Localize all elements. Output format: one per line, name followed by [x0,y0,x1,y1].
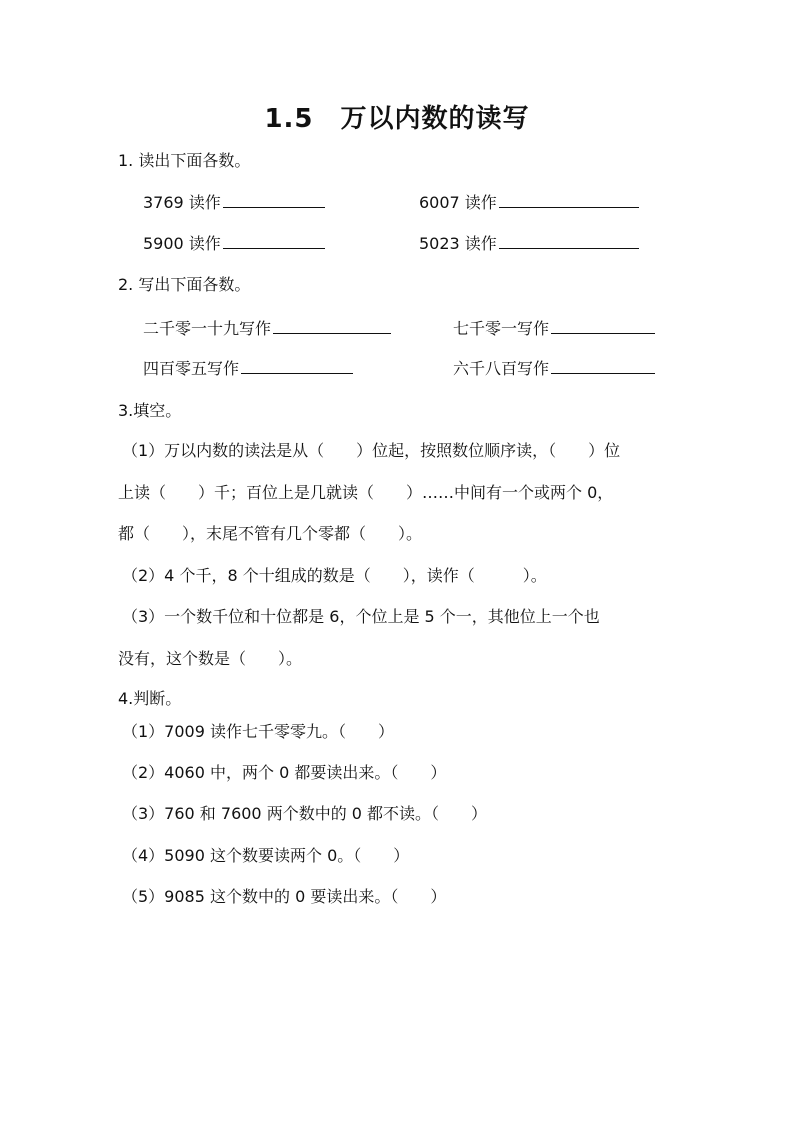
q1-item [143,232,325,255]
answer-blank[interactable] [223,232,325,249]
q3-line: （1）万以内数的读法是从（ ）位起，按照数位顺序读，（ ）位 [122,441,621,460]
q2-item-label: 二千零一十九写作 [143,319,272,338]
q2-item [143,357,353,380]
q2-item [143,317,391,340]
answer-blank[interactable] [273,317,391,334]
answer-blank[interactable] [551,317,655,334]
answer-blank[interactable] [499,232,639,249]
q1-item [143,191,325,214]
q2-heading: 2. 写出下面各数。 [118,275,251,294]
q3-line: （3）一个数千位和十位都是 6，个位上是 5 个一，其他位上一个也 [122,607,600,626]
q4-item: （4）5090 这个数要读两个 0。（ ） [122,846,410,865]
q3-line: （2）4 个千，8 个十组成的数是（ ），读作（ ）。 [122,566,547,585]
q3-heading: 3.填空。 [118,401,182,420]
q1-item [419,191,639,214]
q1-item-label: 5900 读作 [143,234,221,253]
answer-blank[interactable] [241,357,353,374]
q3-line: 没有，这个数是（ ）。 [118,649,303,668]
answer-blank[interactable] [223,191,325,208]
q3-line: 都（ ），末尾不管有几个零都（ ）。 [118,524,423,543]
q2-item [453,357,655,380]
q2-item [453,317,655,340]
q4-heading: 4.判断。 [118,689,182,708]
q1-item [419,232,639,255]
q4-item: （3）760 和 7600 两个数中的 0 都不读。（ ） [122,804,488,823]
q1-heading: 1. 读出下面各数。 [118,151,251,170]
answer-blank[interactable] [551,357,655,374]
q4-item: （2）4060 中，两个 0 都要读出来。（ ） [122,763,447,782]
q4-item: （1）7009 读作七千零零九。（ ） [122,722,394,741]
q1-item-label: 6007 读作 [419,193,497,212]
answer-blank[interactable] [499,191,639,208]
q1-item-label: 3769 读作 [143,193,221,212]
q1-item-label: 5023 读作 [419,234,497,253]
q3-line: 上读（ ）千；百位上是几就读（ ）……中间有一个或两个 0， [118,483,614,502]
q2-item-label: 六千八百写作 [453,359,550,378]
page-title: 1.5 万以内数的读写 [264,104,530,134]
q2-item-label: 四百零五写作 [143,359,240,378]
q4-item: （5）9085 这个数中的 0 要读出来。（ ） [122,887,447,906]
q2-item-label: 七千零一写作 [453,319,550,338]
